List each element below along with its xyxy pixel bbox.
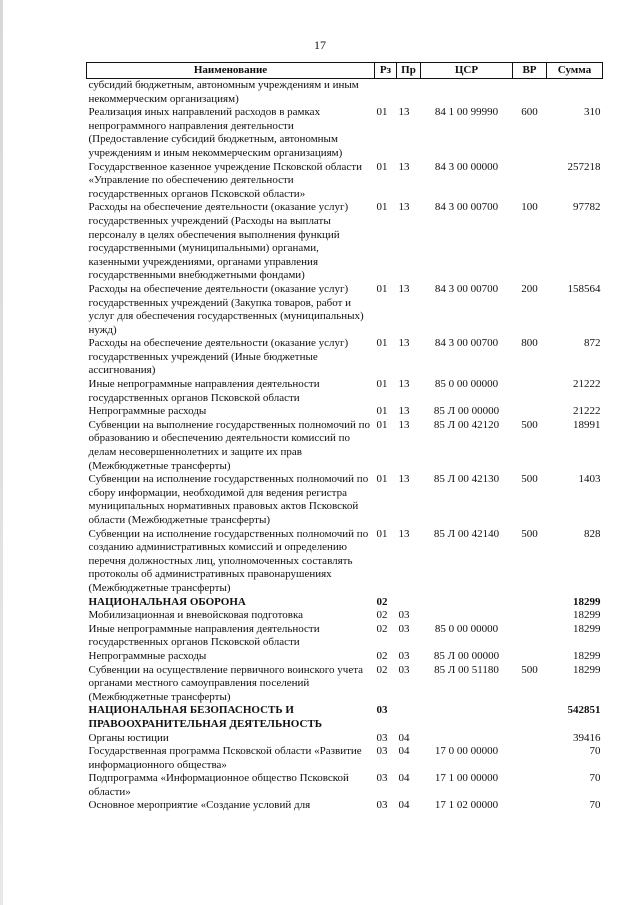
cell-rz: 01 <box>376 418 388 431</box>
cell-name: НАЦИОНАЛЬНАЯ БЕЗОПАСНОСТЬ И ПРАВООХРАНИТЕЛЬНАЯ ДЕЯТЕЛЬНОСТЬ <box>88 704 323 730</box>
cell-name: Непрограммные расходы <box>88 405 207 418</box>
cell-csr: 17 0 00 00000 <box>434 745 499 758</box>
cell-pr: 13 <box>398 418 410 431</box>
cell-csr: 85 Л 00 00000 <box>433 405 500 418</box>
table-row <box>87 704 603 731</box>
cell-vr: 500 <box>521 418 538 431</box>
budget-table <box>86 62 603 813</box>
cell-rz: 01 <box>376 473 388 486</box>
cell-rz: 01 <box>376 405 388 418</box>
cell-rz: 02 <box>376 663 388 676</box>
cell-sum: 828 <box>584 527 601 540</box>
cell-csr: 84 3 00 00700 <box>434 337 499 350</box>
cell-csr: 85 0 00 00000 <box>434 378 499 391</box>
table-row <box>87 609 603 623</box>
cell-pr: 13 <box>398 405 410 418</box>
cell-pr: 03 <box>398 622 410 635</box>
cell-rz: 02 <box>376 649 388 662</box>
table-row <box>87 650 603 664</box>
cell-csr <box>421 609 513 623</box>
table-row <box>87 473 603 527</box>
header-csr: ЦСР <box>421 63 513 79</box>
cell-pr <box>397 79 421 107</box>
cell-sum: 21222 <box>573 405 601 418</box>
cell-vr: 500 <box>521 473 538 486</box>
cell-vr: 800 <box>521 337 538 350</box>
cell-vr: 500 <box>521 527 538 540</box>
cell-vr: 200 <box>521 282 538 295</box>
table-row <box>87 596 603 610</box>
table-row <box>87 378 603 405</box>
cell-rz: 02 <box>376 595 388 608</box>
cell-name: Субвенции на осуществление первичного воинского учета органами местного самоуправления поселений (Межбюджетные трансферты) <box>88 663 364 703</box>
cell-sum: 97782 <box>573 201 601 214</box>
table-row <box>87 732 603 746</box>
cell-rz: 02 <box>376 609 388 622</box>
cell-pr: 04 <box>398 745 410 758</box>
cell-vr <box>513 405 547 419</box>
table-row <box>87 79 603 107</box>
cell-pr <box>397 596 421 610</box>
scan-edge <box>0 0 3 905</box>
cell-rz: 03 <box>376 772 388 785</box>
cell-rz <box>375 79 397 107</box>
cell-vr <box>513 161 547 202</box>
cell-sum: 21222 <box>573 378 601 391</box>
cell-rz: 03 <box>376 745 388 758</box>
cell-sum: 70 <box>589 745 601 758</box>
cell-pr: 13 <box>398 201 410 214</box>
cell-sum: 70 <box>589 772 601 785</box>
cell-rz: 03 <box>376 704 388 717</box>
cell-rz: 01 <box>376 527 388 540</box>
cell-name: Иные непрограммные направления деятельности государственных органов Псковской области <box>88 622 320 649</box>
cell-csr: 85 Л 00 42130 <box>433 473 500 486</box>
table-row <box>87 664 603 705</box>
cell-sum: 1403 <box>578 473 601 486</box>
header-name: Наименование <box>87 63 375 79</box>
cell-vr <box>513 732 547 746</box>
table-row <box>87 161 603 202</box>
cell-rz: 01 <box>376 201 388 214</box>
cell-pr: 13 <box>398 106 410 119</box>
cell-vr <box>513 596 547 610</box>
cell-vr: 500 <box>521 663 538 676</box>
cell-sum: 257218 <box>567 160 601 173</box>
cell-rz: 03 <box>376 731 388 744</box>
cell-vr <box>513 609 547 623</box>
table-body <box>87 79 603 814</box>
cell-sum: 18299 <box>573 609 601 622</box>
table-row <box>87 419 603 473</box>
cell-csr: 85 0 00 00000 <box>434 622 499 635</box>
table-header-row <box>87 63 603 79</box>
header-vr: ВР <box>513 63 547 79</box>
cell-pr: 03 <box>398 609 410 622</box>
cell-name: Государственная программа Псковской области «Развитие информационного общества» <box>88 745 362 771</box>
cell-csr: 85 Л 00 51180 <box>434 663 499 676</box>
cell-csr <box>421 732 513 746</box>
cell-sum: 18991 <box>573 418 601 431</box>
cell-csr: 17 1 02 00000 <box>434 799 499 812</box>
cell-rz: 01 <box>376 106 388 119</box>
cell-pr: 13 <box>398 160 410 173</box>
header-rz: Рз <box>375 63 397 79</box>
cell-name: Органы юстиции <box>88 731 169 744</box>
cell-vr <box>513 378 547 405</box>
cell-vr <box>513 623 547 650</box>
cell-csr <box>421 704 513 731</box>
cell-rz: 01 <box>376 160 388 173</box>
cell-pr: 13 <box>398 527 410 540</box>
cell-vr <box>513 772 547 799</box>
table-row <box>87 201 603 283</box>
cell-rz: 03 <box>376 799 388 812</box>
cell-name: Расходы на обеспечение деятельности (оказание услуг) государственных учреждений (Закупка товаров, работ и услуг для обеспечения государственных (муниципальных) нужд) <box>88 282 364 336</box>
cell-csr: 84 3 00 00700 <box>434 201 499 214</box>
cell-sum <box>547 79 603 107</box>
cell-csr: 85 Л 00 42120 <box>433 418 500 431</box>
cell-name: Подпрограмма «Информационное общество Псковской области» <box>88 772 349 798</box>
cell-sum: 542851 <box>567 704 601 717</box>
table-row <box>87 337 603 378</box>
cell-csr: 84 3 00 00700 <box>434 282 499 295</box>
cell-rz: 01 <box>376 337 388 350</box>
cell-sum: 70 <box>589 799 601 812</box>
cell-sum: 310 <box>584 106 601 119</box>
table-row <box>87 106 603 160</box>
cell-name: Государственное казенное учреждение Псковской области «Управление по обеспечению деятельности государственных органов Псковской области» <box>88 160 362 200</box>
cell-name: Основное мероприятие «Создание условий для <box>88 799 311 812</box>
cell-sum: 18299 <box>573 649 601 662</box>
cell-pr: 13 <box>398 282 410 295</box>
cell-csr: 84 3 00 00000 <box>434 160 499 173</box>
cell-csr <box>421 79 513 107</box>
cell-pr: 13 <box>398 473 410 486</box>
header-pr: Пр <box>397 63 421 79</box>
header-sum: Сумма <box>547 63 603 79</box>
cell-rz: 02 <box>376 622 388 635</box>
cell-pr <box>397 704 421 731</box>
cell-name: Непрограммные расходы <box>88 649 207 662</box>
table-row <box>87 405 603 419</box>
cell-vr <box>513 79 547 107</box>
cell-sum: 18299 <box>573 595 601 608</box>
cell-name: Расходы на обеспечение деятельности (оказание услуг) государственных учреждений (Расходы на выплаты персоналу в целях обеспечения выполнения функций государственными (муниципальными) органами, казенными учреждениями, органами управления государственными внебюджетными фондами) <box>88 201 349 282</box>
cell-sum: 872 <box>584 337 601 350</box>
cell-vr <box>513 799 547 813</box>
cell-csr <box>421 596 513 610</box>
cell-rz: 01 <box>376 282 388 295</box>
cell-name: Субвенции на исполнение государственных полномочий по сбору информации, необходимой для ведения регистра муниципальных нормативных правовых актов Псковской области (Межбюджетные трансферты) <box>88 473 369 526</box>
cell-name: Мобилизационная и вневойсковая подготовка <box>88 609 304 622</box>
table-row <box>87 772 603 799</box>
cell-name: Расходы на обеспечение деятельности (оказание услуг) государственных учреждений (Иные бюджетные ассигнования) <box>88 337 349 377</box>
cell-name: НАЦИОНАЛЬНАЯ ОБОРОНА <box>88 595 246 608</box>
cell-name: Реализация иных направлений расходов в рамках непрограммного направления деятельности (Предоставление субсидий бюджетным, автономным учреждениям и иным некоммерческим организациям) <box>88 106 343 159</box>
table-row <box>87 623 603 650</box>
cell-pr: 03 <box>398 663 410 676</box>
cell-sum: 158564 <box>567 282 601 295</box>
cell-sum: 39416 <box>573 731 601 744</box>
cell-csr: 85 Л 00 42140 <box>433 527 500 540</box>
cell-name: Субвенции на исполнение государственных полномочий по созданию административных комиссий и определению перечня должностных лиц, уполномоченных составлять протоколы об административных правонарушениях (Межбюджетные трансферты) <box>88 527 369 594</box>
cell-pr: 04 <box>398 799 410 812</box>
table-row <box>87 528 603 596</box>
cell-pr: 04 <box>398 731 410 744</box>
cell-vr: 600 <box>521 106 538 119</box>
table-row <box>87 799 603 813</box>
cell-pr: 13 <box>398 337 410 350</box>
cell-sum: 18299 <box>573 663 601 676</box>
cell-name: субсидий бюджетным, автономным учреждениям и иным некоммерческим организациям) <box>88 79 359 105</box>
cell-name: Субвенции на выполнение государственных полномочий по образованию и обеспечению деятельности комиссий по делам несовершеннолетних и защите их прав (Межбюджетные трансферты) <box>88 418 371 472</box>
cell-pr: 03 <box>398 649 410 662</box>
cell-sum: 18299 <box>573 622 601 635</box>
table-row <box>87 283 603 337</box>
table-row <box>87 745 603 772</box>
cell-name: Иные непрограммные направления деятельности государственных органов Псковской области <box>88 378 320 404</box>
page-number: 17 <box>314 38 326 52</box>
cell-pr: 13 <box>398 378 410 391</box>
cell-vr <box>513 650 547 664</box>
cell-vr: 100 <box>521 201 538 214</box>
cell-vr <box>513 745 547 772</box>
cell-csr: 84 1 00 99990 <box>434 106 499 119</box>
cell-csr: 17 1 00 00000 <box>434 772 499 785</box>
cell-csr: 85 Л 00 00000 <box>433 649 500 662</box>
cell-vr <box>513 704 547 731</box>
cell-rz: 01 <box>376 378 388 391</box>
cell-pr: 04 <box>398 772 410 785</box>
